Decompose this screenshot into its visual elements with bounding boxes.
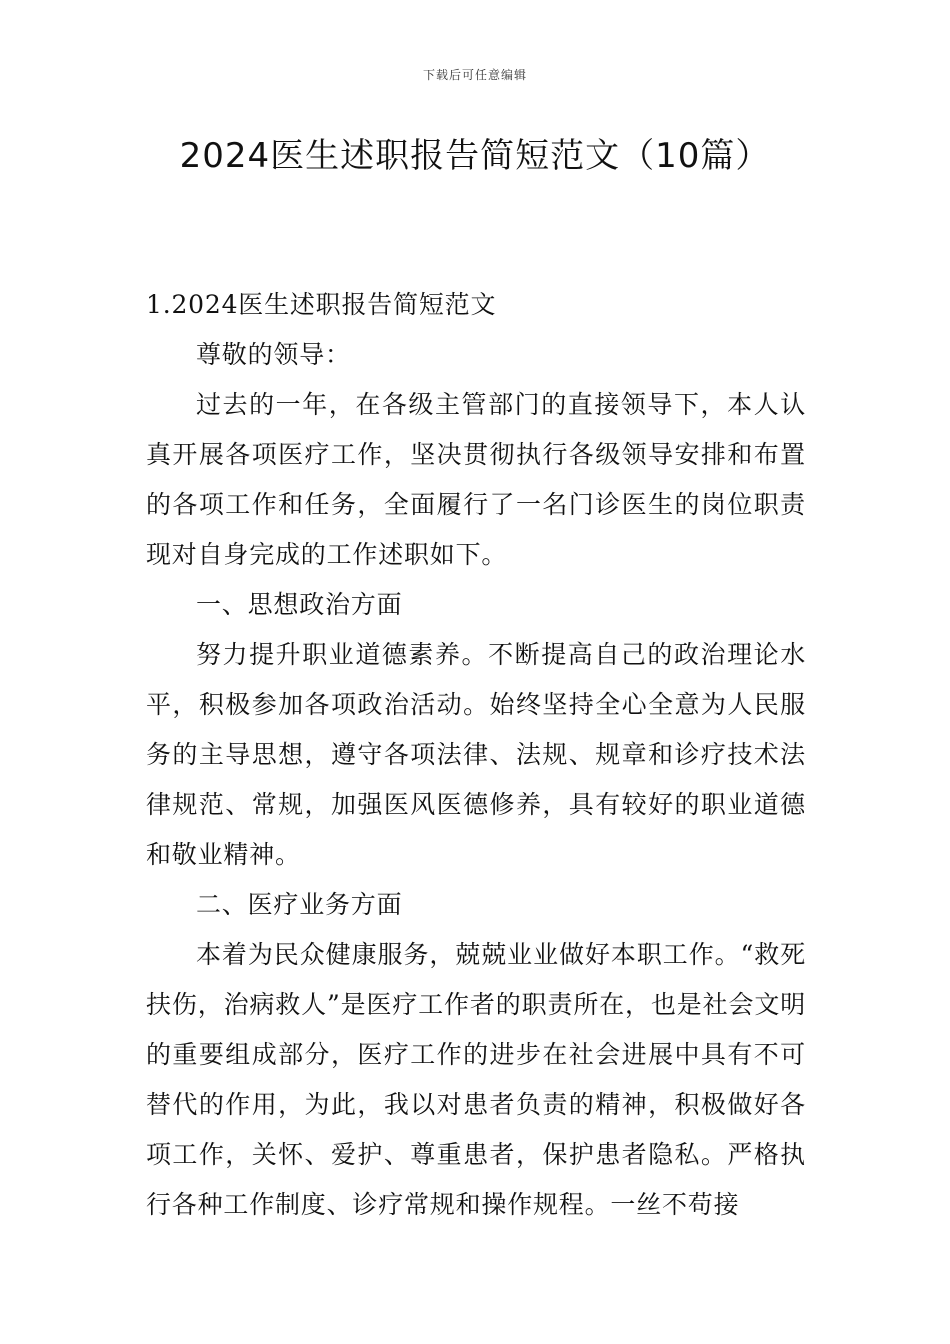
subheading-medical-work: 二、医疗业务方面 <box>196 890 403 919</box>
subheading-ideology: 一、思想政治方面 <box>196 590 403 619</box>
document-body <box>146 280 806 1230</box>
document-title: 2024医生述职报告简短范文（10篇） <box>179 136 771 176</box>
section-heading: 1.2024医生述职报告简短范文 <box>146 290 497 319</box>
header-note: 下载后可任意编辑 <box>422 68 527 82</box>
paragraph-medical-work: 本着为民众健康服务，兢兢业业做好本职工作。“救死扶伤，治病救人”是医疗工作者的职责所在，也是社会文明的重要组成部分，医疗工作的进步在社会进展中具有不可替代的作用，为此，我以对患者负责的精神，积极做好各项工作，关怀、爱护、尊重患者，保护患者隐私。严格执行各种工作制度、诊疗常规和操作规程。一丝不苟接 <box>146 940 806 1219</box>
paragraph-ideology: 努力提升职业道德素养。不断提高自己的政治理论水平，积极参加各项政治活动。始终坚持全心全意为人民服务的主导思想，遵守各项法律、法规、规章和诊疗技术法律规范、常规，加强医风医德修养，具有较好的职业道德和敬业精神。 <box>146 640 806 869</box>
salutation: 尊敬的领导： <box>196 340 351 369</box>
paragraph-intro: 过去的一年，在各级主管部门的直接领导下，本人认真开展各项医疗工作，坚决贯彻执行各级领导安排和布置的各项工作和任务，全面履行了一名门诊医生的岗位职责现对自身完成的工作述职如下。 <box>146 390 806 569</box>
